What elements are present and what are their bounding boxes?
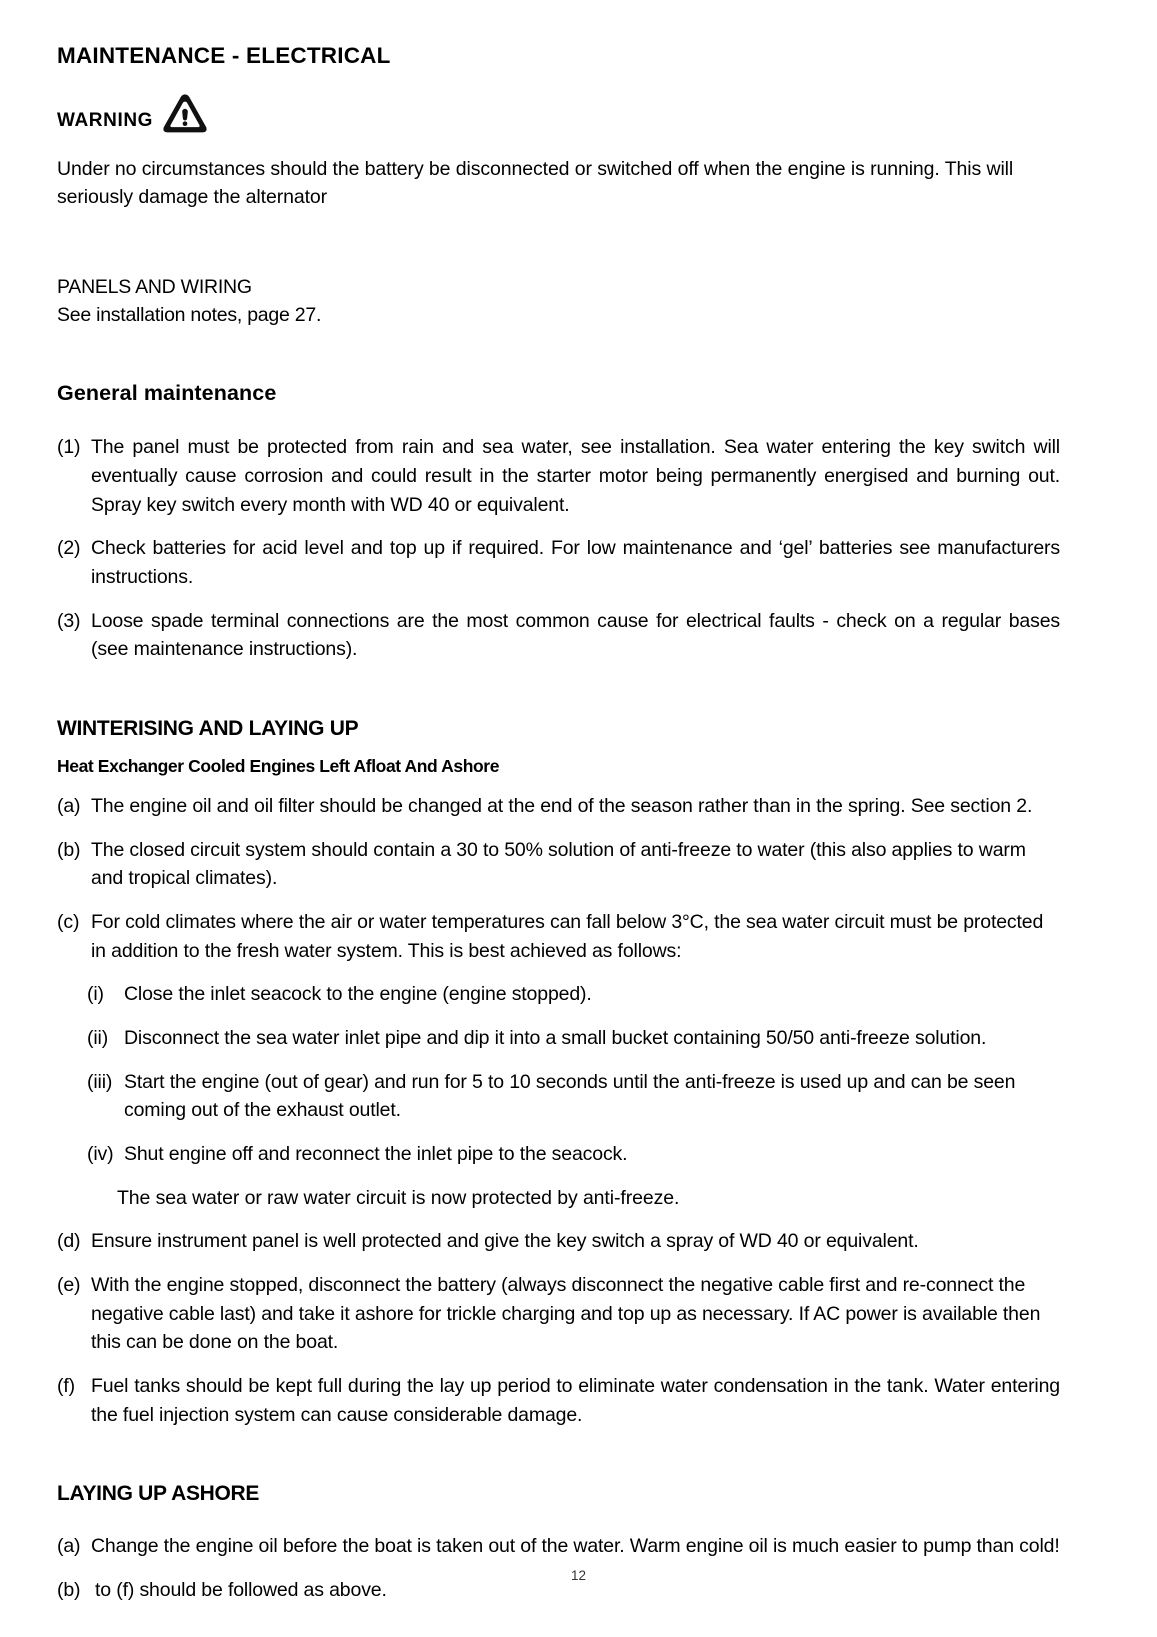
list-item-text: Fuel tanks should be kept full during the lay up period to eliminate water condensation in the tank. Water entering the fuel injection system can cause considerable damage. <box>91 1374 1060 1426</box>
spacer <box>57 519 1060 534</box>
spacer <box>57 1053 1060 1068</box>
list-marker: (e) <box>57 1273 81 1296</box>
list-item <box>57 792 1060 821</box>
spacer <box>57 407 1060 433</box>
spacer <box>57 1429 1060 1481</box>
spacer <box>57 1009 1060 1024</box>
spacer <box>57 212 1060 274</box>
sub-list-item <box>87 980 1060 1009</box>
list-item <box>57 534 1060 591</box>
list-item <box>57 433 1060 519</box>
spacer <box>57 741 1060 756</box>
list-item <box>57 1271 1060 1357</box>
list-item-text: Check batteries for acid level and top up if required. For low maintenance and ‘gel’ batteries see manufacturers instructions. <box>91 537 1060 588</box>
spacer <box>57 664 1060 716</box>
spacer <box>57 893 1060 908</box>
list-item <box>57 1532 1060 1561</box>
sub-list-item <box>87 1140 1060 1169</box>
list-marker: (1) <box>57 436 81 459</box>
list-marker: (3) <box>57 609 81 632</box>
list-item <box>57 607 1060 664</box>
general-maintenance-heading: General maintenance <box>57 381 277 406</box>
page-title: MAINTENANCE - ELECTRICAL <box>57 43 391 68</box>
page-number: 12 <box>570 1568 587 1583</box>
spacer <box>57 1125 1060 1140</box>
list-item <box>57 1372 1060 1429</box>
list-item <box>57 908 1060 965</box>
winterising-heading: WINTERISING AND LAYING UP <box>57 716 359 740</box>
warning-triangle-icon <box>162 93 208 133</box>
sub-list-item-text: Shut engine off and reconnect the inlet pipe to the seacock. <box>124 1142 628 1165</box>
list-item-text: Ensure instrument panel is well protected and give the key switch a spray of WD 40 or equivalent. <box>91 1230 919 1253</box>
list-item-text: The panel must be protected from rain and sea water, see installation. Sea water entering the key switch will eventually cause corrosion and could result in the starter motor being permanently energised and burning out. Spray key switch every month with WD 40 or equivalent. <box>91 436 1060 516</box>
list-item <box>57 1227 1060 1256</box>
winterising-subheading: Heat Exchanger Cooled Engines Left Afloat And Ashore <box>57 756 500 777</box>
sub-list-marker: (ii) <box>87 1026 109 1049</box>
spacer <box>57 1256 1060 1271</box>
list-marker: (a) <box>57 795 81 818</box>
panels-and-wiring-text: See installation notes, page 27. <box>57 303 322 326</box>
list-marker: (c) <box>57 910 80 933</box>
spacer <box>57 821 1060 836</box>
sub-list-item-text: Disconnect the sea water inlet pipe and dip it into a small bucket containing 50/50 anti-freeze solution. <box>124 1026 987 1049</box>
list-item-text: Loose spade terminal connections are the most common cause for electrical faults - check on a regular bases (see maintenance instructions). <box>91 609 1060 661</box>
spacer <box>57 1169 1060 1184</box>
spacer <box>57 1506 1060 1532</box>
spacer <box>57 1357 1060 1372</box>
warning-text: Under no circumstances should the battery be disconnected or switched off when the engine is running. This will seriously damage the alternator <box>57 157 1014 209</box>
warning-label: WARNING <box>57 109 154 131</box>
list-marker: (b) <box>57 1579 81 1602</box>
spacer <box>57 592 1060 607</box>
sub-list-item <box>87 1068 1060 1125</box>
list-item <box>57 836 1060 893</box>
sub-list-marker: (iii) <box>87 1070 113 1093</box>
list-item-text: Change the engine oil before the boat is taken out of the water. Warm engine oil is much easier to pump than cold! <box>91 1535 1060 1558</box>
list-item-text: The closed circuit system should contain a 30 to 50% solution of anti-freeze to water (this also applies to warm and tropical climates). <box>91 838 1026 890</box>
panels-and-wiring-heading: PANELS AND WIRING <box>57 276 252 299</box>
list-item-text: With the engine stopped, disconnect the battery (always disconnect the negative cable first and re-connect the negative cable last) and take it ashore for trickle charging and top up as necessary. If AC power is available then this can be done on the boat. <box>91 1273 1041 1354</box>
list-item-text: The engine oil and oil filter should be changed at the end of the season rather than in the spring. See section 2. <box>91 795 1033 818</box>
sub-list-item-text: Start the engine (out of gear) and run for 5 to 10 seconds until the anti-freeze is used up and can be seen coming out of the exhaust outlet. <box>124 1070 1016 1122</box>
sea-water-note: The sea water or raw water circuit is now protected by anti-freeze. <box>117 1186 680 1209</box>
sub-list-marker: (i) <box>87 983 104 1006</box>
spacer <box>57 329 1060 381</box>
sub-list-item <box>87 1024 1060 1053</box>
spacer <box>57 965 1060 980</box>
spacer <box>57 777 1060 792</box>
page-content <box>57 44 1060 1605</box>
sub-list-item-text: Close the inlet seacock to the engine (engine stopped). <box>124 983 592 1006</box>
list-marker: (d) <box>57 1230 81 1253</box>
spacer <box>57 1212 1060 1227</box>
list-item-text: to (f) should be followed as above. <box>95 1579 387 1602</box>
laying-up-ashore-heading: LAYING UP ASHORE <box>57 1482 260 1506</box>
list-marker: (a) <box>57 1535 81 1558</box>
list-item-text: For cold climates where the air or water temperatures can fall below 3°C, the sea water circuit must be protected in addition to the fresh water system. This is best achieved as follows: <box>91 910 1044 962</box>
warning-block <box>57 93 1060 133</box>
list-marker: (b) <box>57 838 81 861</box>
list-marker: (f) <box>57 1374 75 1397</box>
sub-list-marker: (iv) <box>87 1142 114 1165</box>
list-marker: (2) <box>57 537 81 560</box>
